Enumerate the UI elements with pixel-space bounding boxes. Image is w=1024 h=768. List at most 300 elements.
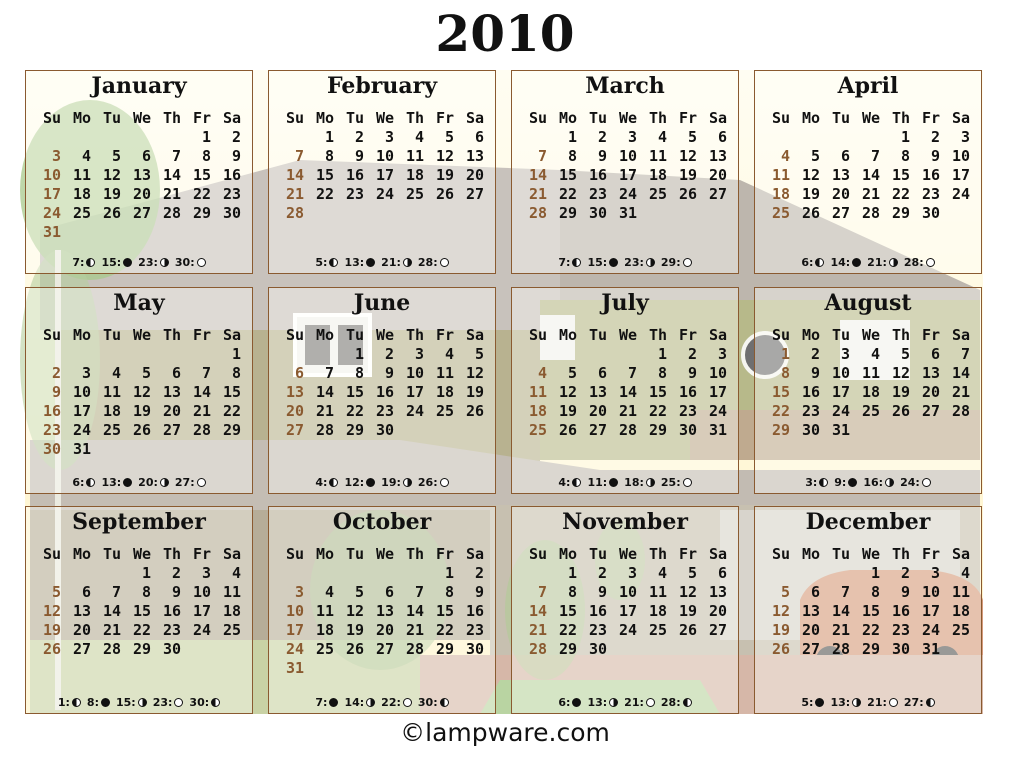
day-cell[interactable]: 27 [375,640,394,658]
day-cell[interactable]: 31 [831,421,850,439]
day-cell[interactable]: 13 [132,166,151,184]
day-cell[interactable]: 11 [528,383,547,401]
day-cell[interactable]: 14 [315,383,334,401]
day-cell[interactable]: 29 [345,421,364,439]
day-cell[interactable]: 7 [537,147,547,165]
day-cell[interactable]: 16 [465,602,484,620]
day-cell[interactable]: 7 [171,147,181,165]
day-cell[interactable]: 13 [831,166,850,184]
day-cell[interactable]: 5 [687,564,697,582]
day-cell[interactable]: 13 [285,383,304,401]
day-cell[interactable]: 10 [921,583,940,601]
day-cell[interactable]: 15 [891,166,910,184]
day-cell[interactable]: 18 [315,621,334,639]
day-cell[interactable]: 6 [717,128,727,146]
day-cell[interactable]: 12 [42,602,61,620]
day-cell[interactable]: 20 [285,402,304,420]
day-cell[interactable]: 21 [951,383,970,401]
day-cell[interactable]: 15 [222,383,241,401]
day-cell[interactable]: 10 [405,364,424,382]
day-cell[interactable]: 1 [567,128,577,146]
day-cell[interactable]: 17 [42,185,61,203]
day-cell[interactable]: 20 [162,402,181,420]
day-cell[interactable]: 7 [840,583,850,601]
day-cell[interactable]: 20 [588,402,607,420]
day-cell[interactable]: 29 [435,640,454,658]
day-cell[interactable]: 30 [678,421,697,439]
day-cell[interactable]: 14 [285,166,304,184]
day-cell[interactable]: 24 [708,402,727,420]
day-cell[interactable]: 19 [678,166,697,184]
day-cell[interactable]: 28 [405,640,424,658]
day-cell[interactable]: 12 [771,602,790,620]
day-cell[interactable]: 30 [891,640,910,658]
day-cell[interactable]: 21 [831,621,850,639]
day-cell[interactable]: 30 [588,204,607,222]
day-cell[interactable]: 8 [354,364,364,382]
day-cell[interactable]: 24 [42,204,61,222]
day-cell[interactable]: 11 [102,383,121,401]
day-cell[interactable]: 7 [414,583,424,601]
day-cell[interactable]: 15 [558,602,577,620]
day-cell[interactable]: 10 [285,602,304,620]
day-cell[interactable]: 29 [558,204,577,222]
day-cell[interactable]: 28 [192,421,211,439]
day-cell[interactable]: 6 [717,564,727,582]
day-cell[interactable]: 22 [192,185,211,203]
day-cell[interactable]: 19 [465,383,484,401]
day-cell[interactable]: 22 [891,185,910,203]
day-cell[interactable]: 1 [780,345,790,363]
day-cell[interactable]: 8 [444,583,454,601]
day-cell[interactable]: 9 [930,147,940,165]
day-cell[interactable]: 31 [42,223,61,241]
day-cell[interactable]: 24 [192,621,211,639]
day-cell[interactable]: 29 [771,421,790,439]
day-cell[interactable]: 8 [567,147,577,165]
day-cell[interactable]: 6 [384,583,394,601]
day-cell[interactable]: 15 [345,383,364,401]
day-cell[interactable]: 6 [930,345,940,363]
day-cell[interactable]: 16 [678,383,697,401]
day-cell[interactable]: 21 [315,402,334,420]
day-cell[interactable]: 12 [678,583,697,601]
day-cell[interactable]: 16 [588,166,607,184]
day-cell[interactable]: 30 [375,421,394,439]
day-cell[interactable]: 2 [51,364,61,382]
day-cell[interactable]: 4 [231,564,241,582]
day-cell[interactable]: 17 [405,383,424,401]
day-cell[interactable]: 10 [831,364,850,382]
day-cell[interactable]: 10 [375,147,394,165]
day-cell[interactable]: 12 [465,364,484,382]
day-cell[interactable]: 11 [861,364,880,382]
day-cell[interactable]: 9 [51,383,61,401]
day-cell[interactable]: 23 [222,185,241,203]
day-cell[interactable]: 19 [771,621,790,639]
day-cell[interactable]: 14 [528,602,547,620]
day-cell[interactable]: 22 [222,402,241,420]
day-cell[interactable]: 13 [708,583,727,601]
day-cell[interactable]: 14 [102,602,121,620]
day-cell[interactable]: 9 [810,364,820,382]
day-cell[interactable]: 15 [192,166,211,184]
day-cell[interactable]: 17 [708,383,727,401]
day-cell[interactable]: 30 [222,204,241,222]
day-cell[interactable]: 22 [648,402,667,420]
day-cell[interactable]: 23 [678,402,697,420]
day-cell[interactable]: 13 [72,602,91,620]
day-cell[interactable]: 13 [588,383,607,401]
day-cell[interactable]: 15 [435,602,454,620]
day-cell[interactable]: 26 [678,621,697,639]
day-cell[interactable]: 30 [921,204,940,222]
day-cell[interactable]: 29 [861,640,880,658]
day-cell[interactable]: 9 [231,147,241,165]
day-cell[interactable]: 27 [72,640,91,658]
day-cell[interactable]: 23 [588,185,607,203]
day-cell[interactable]: 8 [657,364,667,382]
day-cell[interactable]: 24 [72,421,91,439]
day-cell[interactable]: 24 [921,621,940,639]
day-cell[interactable]: 22 [435,621,454,639]
day-cell[interactable]: 18 [648,166,667,184]
day-cell[interactable]: 28 [102,640,121,658]
day-cell[interactable]: 4 [657,564,667,582]
day-cell[interactable]: 26 [465,402,484,420]
day-cell[interactable]: 16 [222,166,241,184]
day-cell[interactable]: 15 [771,383,790,401]
day-cell[interactable]: 28 [861,204,880,222]
day-cell[interactable]: 28 [831,640,850,658]
day-cell[interactable]: 28 [162,204,181,222]
day-cell[interactable]: 6 [171,364,181,382]
day-cell[interactable]: 27 [465,185,484,203]
day-cell[interactable]: 29 [132,640,151,658]
day-cell[interactable]: 1 [900,128,910,146]
day-cell[interactable]: 11 [222,583,241,601]
day-cell[interactable]: 30 [162,640,181,658]
day-cell[interactable]: 2 [231,128,241,146]
day-cell[interactable]: 11 [72,166,91,184]
day-cell[interactable]: 12 [435,147,454,165]
day-cell[interactable]: 1 [870,564,880,582]
day-cell[interactable]: 4 [657,128,667,146]
day-cell[interactable]: 10 [618,147,637,165]
day-cell[interactable]: 22 [315,185,334,203]
day-cell[interactable]: 18 [861,383,880,401]
day-cell[interactable]: 5 [474,345,484,363]
day-cell[interactable]: 2 [810,345,820,363]
day-cell[interactable]: 27 [132,204,151,222]
day-cell[interactable]: 2 [474,564,484,582]
day-cell[interactable]: 14 [528,166,547,184]
day-cell[interactable]: 29 [891,204,910,222]
day-cell[interactable]: 7 [870,147,880,165]
day-cell[interactable]: 1 [324,128,334,146]
day-cell[interactable]: 5 [780,583,790,601]
day-cell[interactable]: 2 [384,345,394,363]
day-cell[interactable]: 31 [72,440,91,458]
day-cell[interactable]: 9 [474,583,484,601]
day-cell[interactable]: 23 [465,621,484,639]
day-cell[interactable]: 13 [708,147,727,165]
day-cell[interactable]: 20 [132,185,151,203]
day-cell[interactable]: 21 [861,185,880,203]
day-cell[interactable]: 8 [324,147,334,165]
day-cell[interactable]: 26 [891,402,910,420]
day-cell[interactable]: 7 [111,583,121,601]
day-cell[interactable]: 4 [414,128,424,146]
day-cell[interactable]: 26 [678,185,697,203]
day-cell[interactable]: 12 [132,383,151,401]
day-cell[interactable]: 27 [162,421,181,439]
day-cell[interactable]: 17 [618,602,637,620]
day-cell[interactable]: 5 [111,147,121,165]
day-cell[interactable]: 5 [444,128,454,146]
day-cell[interactable]: 17 [72,402,91,420]
day-cell[interactable]: 27 [708,185,727,203]
day-cell[interactable]: 18 [102,402,121,420]
day-cell[interactable]: 26 [42,640,61,658]
day-cell[interactable]: 4 [960,564,970,582]
day-cell[interactable]: 1 [444,564,454,582]
day-cell[interactable]: 31 [708,421,727,439]
day-cell[interactable]: 6 [597,364,607,382]
day-cell[interactable]: 1 [567,564,577,582]
day-cell[interactable]: 2 [930,128,940,146]
day-cell[interactable]: 8 [567,583,577,601]
day-cell[interactable]: 25 [222,621,241,639]
day-cell[interactable]: 28 [528,204,547,222]
day-cell[interactable]: 22 [558,621,577,639]
day-cell[interactable]: 25 [405,185,424,203]
day-cell[interactable]: 21 [618,402,637,420]
day-cell[interactable]: 6 [141,147,151,165]
day-cell[interactable]: 27 [921,402,940,420]
day-cell[interactable]: 17 [921,602,940,620]
day-cell[interactable]: 18 [405,166,424,184]
day-cell[interactable]: 3 [384,128,394,146]
day-cell[interactable]: 26 [435,185,454,203]
day-cell[interactable]: 21 [162,185,181,203]
day-cell[interactable]: 15 [132,602,151,620]
day-cell[interactable]: 8 [900,147,910,165]
day-cell[interactable]: 26 [132,421,151,439]
day-cell[interactable]: 15 [558,166,577,184]
day-cell[interactable]: 16 [891,602,910,620]
day-cell[interactable]: 16 [162,602,181,620]
day-cell[interactable]: 4 [81,147,91,165]
day-cell[interactable]: 30 [42,440,61,458]
day-cell[interactable]: 20 [72,621,91,639]
day-cell[interactable]: 14 [162,166,181,184]
day-cell[interactable]: 28 [315,421,334,439]
day-cell[interactable]: 17 [375,166,394,184]
day-cell[interactable]: 21 [285,185,304,203]
day-cell[interactable]: 5 [810,147,820,165]
day-cell[interactable]: 11 [771,166,790,184]
day-cell[interactable]: 25 [648,185,667,203]
day-cell[interactable]: 10 [72,383,91,401]
day-cell[interactable]: 17 [285,621,304,639]
day-cell[interactable]: 29 [558,640,577,658]
day-cell[interactable]: 8 [870,583,880,601]
day-cell[interactable]: 7 [627,364,637,382]
day-cell[interactable]: 12 [558,383,577,401]
day-cell[interactable]: 31 [285,659,304,677]
day-cell[interactable]: 23 [588,621,607,639]
day-cell[interactable]: 31 [618,204,637,222]
day-cell[interactable]: 3 [717,345,727,363]
day-cell[interactable]: 29 [648,421,667,439]
day-cell[interactable]: 6 [81,583,91,601]
day-cell[interactable]: 9 [597,583,607,601]
day-cell[interactable]: 21 [528,621,547,639]
day-cell[interactable]: 14 [618,383,637,401]
day-cell[interactable]: 19 [132,402,151,420]
day-cell[interactable]: 7 [201,364,211,382]
day-cell[interactable]: 4 [780,147,790,165]
day-cell[interactable]: 8 [231,364,241,382]
day-cell[interactable]: 2 [687,345,697,363]
day-cell[interactable]: 25 [528,421,547,439]
day-cell[interactable]: 17 [951,166,970,184]
day-cell[interactable]: 11 [405,147,424,165]
day-cell[interactable]: 5 [687,128,697,146]
day-cell[interactable]: 19 [42,621,61,639]
day-cell[interactable]: 18 [528,402,547,420]
day-cell[interactable]: 16 [375,383,394,401]
day-cell[interactable]: 19 [345,621,364,639]
day-cell[interactable]: 17 [192,602,211,620]
day-cell[interactable]: 25 [861,402,880,420]
day-cell[interactable]: 15 [648,383,667,401]
day-cell[interactable]: 26 [771,640,790,658]
day-cell[interactable]: 17 [618,166,637,184]
day-cell[interactable]: 22 [132,621,151,639]
day-cell[interactable]: 18 [72,185,91,203]
day-cell[interactable]: 30 [588,640,607,658]
day-cell[interactable]: 10 [192,583,211,601]
day-cell[interactable]: 12 [102,166,121,184]
day-cell[interactable]: 19 [558,402,577,420]
day-cell[interactable]: 11 [951,583,970,601]
day-cell[interactable]: 2 [354,128,364,146]
day-cell[interactable]: 21 [528,185,547,203]
day-cell[interactable]: 18 [771,185,790,203]
day-cell[interactable]: 29 [192,204,211,222]
day-cell[interactable]: 25 [102,421,121,439]
day-cell[interactable]: 12 [345,602,364,620]
day-cell[interactable]: 21 [192,402,211,420]
day-cell[interactable]: 26 [801,204,820,222]
day-cell[interactable]: 31 [921,640,940,658]
day-cell[interactable]: 22 [558,185,577,203]
day-cell[interactable]: 14 [861,166,880,184]
day-cell[interactable]: 19 [891,383,910,401]
day-cell[interactable]: 30 [465,640,484,658]
day-cell[interactable]: 20 [375,621,394,639]
day-cell[interactable]: 26 [102,204,121,222]
day-cell[interactable]: 6 [294,364,304,382]
day-cell[interactable]: 4 [111,364,121,382]
day-cell[interactable]: 3 [930,564,940,582]
day-cell[interactable]: 18 [435,383,454,401]
day-cell[interactable]: 22 [771,402,790,420]
day-cell[interactable]: 28 [618,421,637,439]
day-cell[interactable]: 6 [810,583,820,601]
day-cell[interactable]: 29 [222,421,241,439]
day-cell[interactable]: 24 [618,621,637,639]
day-cell[interactable]: 3 [840,345,850,363]
day-cell[interactable]: 17 [831,383,850,401]
day-cell[interactable]: 25 [951,621,970,639]
day-cell[interactable]: 5 [900,345,910,363]
day-cell[interactable]: 20 [801,621,820,639]
day-cell[interactable]: 16 [345,166,364,184]
day-cell[interactable]: 21 [102,621,121,639]
day-cell[interactable]: 20 [708,166,727,184]
day-cell[interactable]: 5 [354,583,364,601]
day-cell[interactable]: 13 [162,383,181,401]
day-cell[interactable]: 25 [315,640,334,658]
day-cell[interactable]: 24 [831,402,850,420]
day-cell[interactable]: 19 [102,185,121,203]
day-cell[interactable]: 28 [285,204,304,222]
day-cell[interactable]: 20 [708,602,727,620]
day-cell[interactable]: 7 [537,583,547,601]
day-cell[interactable]: 7 [324,364,334,382]
day-cell[interactable]: 11 [315,602,334,620]
day-cell[interactable]: 7 [960,345,970,363]
day-cell[interactable]: 30 [801,421,820,439]
day-cell[interactable]: 24 [618,185,637,203]
day-cell[interactable]: 13 [375,602,394,620]
day-cell[interactable]: 10 [951,147,970,165]
day-cell[interactable]: 27 [588,421,607,439]
day-cell[interactable]: 25 [435,402,454,420]
day-cell[interactable]: 6 [840,147,850,165]
day-cell[interactable]: 14 [405,602,424,620]
day-cell[interactable]: 23 [345,185,364,203]
day-cell[interactable]: 13 [921,364,940,382]
day-cell[interactable]: 23 [891,621,910,639]
day-cell[interactable]: 24 [375,185,394,203]
day-cell[interactable]: 6 [474,128,484,146]
day-cell[interactable]: 8 [201,147,211,165]
day-cell[interactable]: 12 [891,364,910,382]
day-cell[interactable]: 25 [771,204,790,222]
day-cell[interactable]: 11 [648,583,667,601]
day-cell[interactable]: 4 [870,345,880,363]
day-cell[interactable]: 3 [627,564,637,582]
day-cell[interactable]: 23 [42,421,61,439]
day-cell[interactable]: 14 [951,364,970,382]
day-cell[interactable]: 5 [141,364,151,382]
day-cell[interactable]: 18 [951,602,970,620]
day-cell[interactable]: 3 [627,128,637,146]
day-cell[interactable]: 24 [285,640,304,658]
day-cell[interactable]: 14 [831,602,850,620]
day-cell[interactable]: 13 [801,602,820,620]
day-cell[interactable]: 20 [465,166,484,184]
day-cell[interactable]: 10 [708,364,727,382]
day-cell[interactable]: 16 [588,602,607,620]
day-cell[interactable]: 1 [231,345,241,363]
day-cell[interactable]: 27 [801,640,820,658]
day-cell[interactable]: 26 [345,640,364,658]
